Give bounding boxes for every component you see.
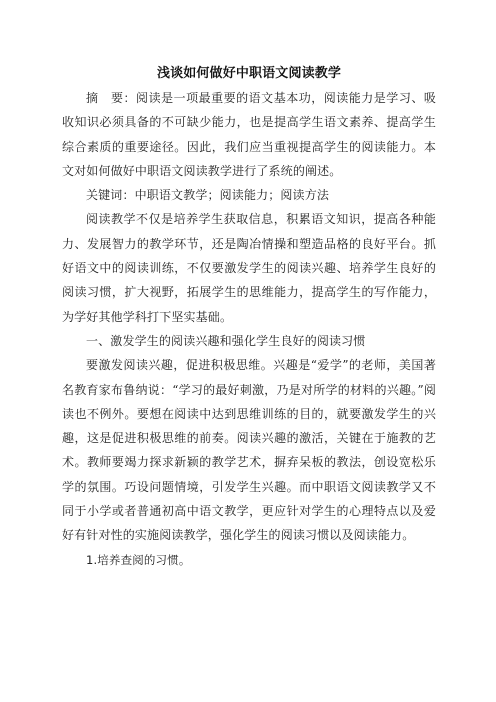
section-heading-1: 一、激发学生的阅读兴趣和强化学生良好的阅读习惯 (86, 333, 366, 348)
abstract-paragraph: 摘 要：阅读是一项最重要的语文基本功，阅读能力是学习、吸收知识必须具备的不可缺少能力，也是提高学生语文素养、提高学生综合素质的重要途径。因此，我们应当重视提高学生的阅读能力。本文对如何做好中职语文阅读教学进行了系统的阐述。 (62, 91, 436, 178)
list-item-1: 1.培养查阅的习惯。 (86, 552, 191, 567)
intro-paragraph: 阅读教学不仅是培养学生获取信息，积累语文知识，提高各种能力、发展智力的教学环节，还是陶冶情操和塑造品格的良好平台。抓好语文中的阅读训练，不仅要激发学生的阅读兴趣、培养学生良好的阅读习惯，扩大视野，拓展学生的思维能力，提高学生的写作能力，为学好其他学科打下坚实基础。 (62, 212, 436, 324)
keywords-paragraph: 关键词：中职语文教学；阅读能力；阅读方法 (86, 188, 330, 203)
document-title: 浅谈如何做好中职语文阅读教学 (156, 66, 342, 81)
document-body (62, 62, 436, 572)
section-1-paragraph: 要激发阅读兴趣，促进积极思维。兴趣是“爱学”的老师，美国著名教育家布鲁纳说：“学习的最好刺激，乃是对所学的材料的兴趣。”阅读也不例外。要想在阅读中达到思维训练的目的，就要激发学生的兴趣，这是促进积极思维的前奏。阅读兴趣的激活，关键在于施教的艺术。教师要竭力探求新颖的教学艺术，摒弃呆板的教法，创设宽松乐学的氛围。巧设问题情境，引发学生兴趣。而中职语文阅读教学又不同于小学或者普通初高中语文教学，更应针对学生的心理特点以及爱好有针对性的实施阅读教学，强化学生的阅读习惯以及阅读能力。 (62, 358, 436, 543)
